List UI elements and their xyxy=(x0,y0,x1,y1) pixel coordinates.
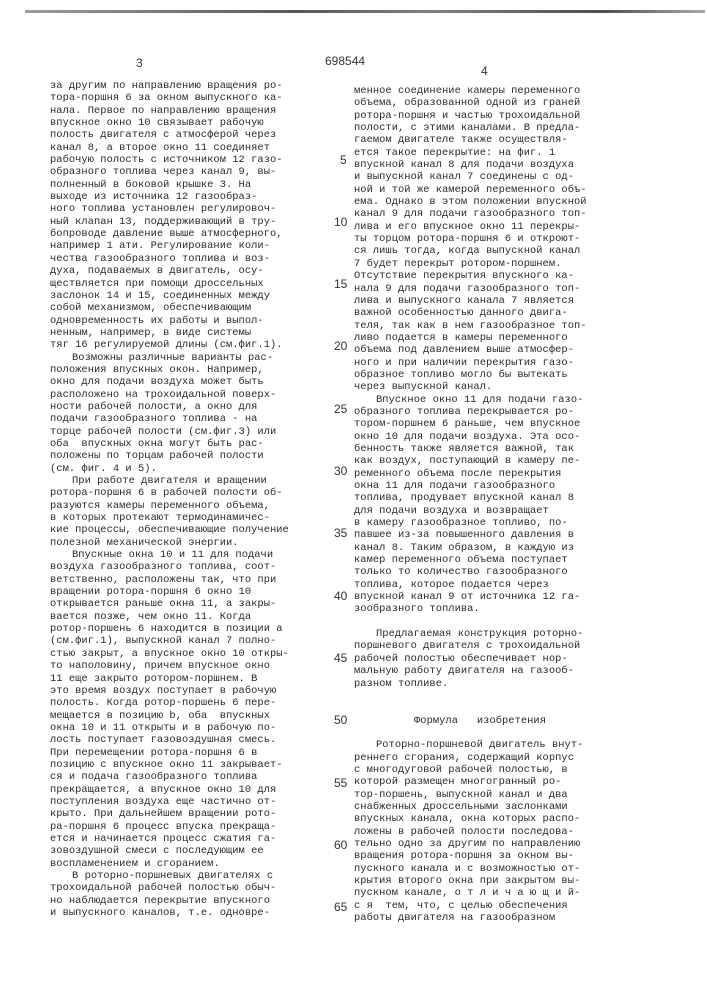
text-line: работы двигателя на газообразном xyxy=(354,912,556,925)
text-line: зовоздушной смеси с последующим ее xyxy=(50,845,264,858)
text-line: поршневого двигателя с трохоидальной xyxy=(354,640,581,653)
text-line: канал 8. Таким образом, в каждую из xyxy=(354,541,574,554)
text-line: ты торцом ротора-поршня 6 и откроют- xyxy=(354,233,581,246)
text-line: и выпускной канал 7 соединены с од- xyxy=(354,171,574,184)
text-line: (см. фиг. 4 и 5). xyxy=(50,462,157,475)
text-line: объема, образованной одной из граней xyxy=(354,97,581,110)
text-line: впускных канала, окна которых распо- xyxy=(354,813,581,826)
text-line: ра-поршня 6 процесс впуска прекраща- xyxy=(50,820,277,833)
text-line: ной и той же камерой переменного объ- xyxy=(354,183,587,196)
text-line: духа, подаваемых в двигатель, осу- xyxy=(50,265,264,278)
text-line: чества газообразного топлива и воз- xyxy=(50,252,270,265)
text-line: заслонок 14 и 15, соединенных между xyxy=(50,289,270,302)
text-line: позицию с впускное окно 11 закрывает- xyxy=(50,758,283,771)
text-line: павшее из-за повышенного давления в xyxy=(354,529,574,542)
text-line: снабженных дроссельными заслонками xyxy=(354,800,568,813)
text-line: ного и при наличии перекрытия газо- xyxy=(354,356,574,369)
text-line: пускного канала и с возможностью от- xyxy=(354,862,581,875)
text-line: важной особенностью данного двига- xyxy=(354,307,568,320)
text-line: нала. Первое по направлению вращения xyxy=(50,104,277,117)
text-line: воздуха газообразного топлива, соот- xyxy=(50,561,277,574)
text-line: нала 9 для подачи газообразного топ- xyxy=(354,282,581,295)
text-line: ротора-поршня 6 в рабочей полости об- xyxy=(50,487,283,500)
text-line: Предлагаемая конструкция роторно- xyxy=(376,628,584,641)
text-line: ществляется при помощи дроссельных xyxy=(50,277,264,290)
text-line: ложены в рабочей полости последова- xyxy=(354,825,574,838)
text-line: ности рабочей полости, а окно для xyxy=(50,400,258,413)
text-line: ся лишь тогда, когда выпускной канал xyxy=(354,245,581,258)
margin-line-number: 50 xyxy=(334,713,348,727)
text-line: только то количество газообразного xyxy=(354,566,568,579)
margin-line-number: 60 xyxy=(334,838,348,852)
text-line: оба впускных окна могут быть рас- xyxy=(50,437,264,450)
text-line: Отсутствие перекрытия впускного ка- xyxy=(354,270,574,283)
text-line: ется и начинается процесс сжатия га- xyxy=(50,832,277,845)
margin-line-number: 15 xyxy=(334,277,348,291)
text-line: ется такое перекрытие: на фиг. 1 xyxy=(354,146,556,159)
text-line: крыто. При дальнейшем вращении рото- xyxy=(50,808,277,821)
text-line: ного топлива установлен регулировоч- xyxy=(50,203,277,216)
text-line: трохоидальной рабочей полостью обыч- xyxy=(50,882,277,895)
text-line: мальную работу двигателя на газооб- xyxy=(354,665,574,678)
margin-line-number: 65 xyxy=(334,900,348,914)
text-line: окно 10 для подачи воздуха. Эта осо- xyxy=(354,430,581,443)
text-line: которой размещен многогранный ро- xyxy=(354,776,562,789)
text-line: вращении ротора-поршня 6 окно 10 xyxy=(50,586,252,599)
text-line: 7 будет перекрыт ротором-поршнем. xyxy=(354,257,562,270)
text-line: пускном канале, о т л и ч а ю щ и й- xyxy=(354,887,581,900)
text-line: впускное окно 10 связывает рабочую xyxy=(50,117,264,130)
text-line: это время воздух поступает в рабочую xyxy=(50,684,277,697)
text-line: за другим по направлению вращения ро- xyxy=(50,80,283,92)
text-line: стью закрыт, а впускное окно 10 откры- xyxy=(50,647,289,660)
text-line: положены по торцам рабочей полости xyxy=(50,450,264,463)
text-line: полость двигателя с атмосферой через xyxy=(50,129,277,142)
text-line: одновременность их работы и выпол- xyxy=(50,314,264,327)
text-line: крытия второго окна при закрытом вы- xyxy=(354,875,581,887)
text-line: менное соединение камеры переменного xyxy=(354,85,581,97)
text-line: бопроводе давление выше атмосферного, xyxy=(50,228,283,241)
text-line: тором-поршнем 6 раньше, чем впускное xyxy=(354,418,581,431)
text-line: лость поступает газовоздушная смесь. xyxy=(50,734,277,747)
margin-line-number: 55 xyxy=(334,776,348,790)
text-line: ротора-поршня и частью трохоидальной xyxy=(354,109,581,122)
text-line: поступления воздуха еще частично от- xyxy=(50,795,277,808)
margin-line-number: 30 xyxy=(334,464,348,478)
text-line: ливо подается в камеры переменного xyxy=(354,331,568,344)
margin-line-number: 10 xyxy=(334,215,348,229)
text-line: образное топливо могло бы вытекать xyxy=(354,368,568,381)
text-line: топлива, продувает впускной канал 8 xyxy=(354,492,574,505)
text-line: канал 9 для подачи газообразного топ- xyxy=(354,208,587,221)
text-line: тельно одно за другим по направлению xyxy=(354,837,581,850)
text-line: ема. Однако в этом положении впускной xyxy=(354,196,587,209)
text-line: объема под давлением выше атмосфер- xyxy=(354,344,574,357)
text-line: ный клапан 13, поддерживающий в тру- xyxy=(50,215,277,228)
text-line: гаемом двигателе также осуществля- xyxy=(354,134,568,147)
text-line: Роторно-поршневой двигатель внут- xyxy=(376,739,584,752)
text-line: Возможны различные варианты рас- xyxy=(72,351,274,364)
text-line: При работе двигателя и вращении xyxy=(72,475,267,487)
text-line: 11 еще закрыто ротором-поршнем. В xyxy=(50,672,258,685)
text-line: тора-поршня 6 за окном выпускного ка- xyxy=(50,92,283,105)
text-line: окна 11 для подачи газообразного xyxy=(354,480,556,492)
text-line: ненным, например, в виде системы xyxy=(50,326,252,339)
text-line: тор-поршень, выпускной канал и два xyxy=(354,788,568,801)
paragraph-gap xyxy=(354,616,587,628)
text-line: собой механизмом, обеспечивающим xyxy=(50,302,252,315)
text-line: полости, с этими каналами. В предла- xyxy=(354,122,581,135)
text-line: При перемещении ротора-поршня 6 в xyxy=(50,746,258,759)
text-line: образного топлива перекрывается ро- xyxy=(354,405,574,418)
text-line: ся и подача газообразного топлива xyxy=(50,771,258,784)
text-line: разуются камеры переменного объема, xyxy=(50,499,270,512)
text-line: вращения ротора-поршня за окном вы- xyxy=(354,850,574,863)
right-text-column xyxy=(354,85,587,924)
text-line: открывается раньше окна 11, а закры- xyxy=(50,598,277,611)
text-line: разном топливе. xyxy=(354,677,449,690)
text-line: выходе из источника 12 газообраз- xyxy=(50,191,258,204)
text-line: ветственно, расположены так, что при xyxy=(50,573,277,586)
text-line: для подачи воздуха и возвращает xyxy=(354,504,549,517)
text-line: В роторно-поршневых двигателях с xyxy=(72,870,274,882)
text-line: расположено на трохоидальной поверх- xyxy=(50,388,277,401)
scan-top-border xyxy=(25,10,705,13)
text-line: то наполовину, причем впускное окно xyxy=(50,660,270,673)
text-line: подачи газообразного топлива - на xyxy=(50,413,258,426)
text-line: полезной механической энергии. xyxy=(50,536,239,549)
paragraph-gap xyxy=(354,727,587,739)
margin-line-number: 5 xyxy=(340,153,347,167)
text-line: например 1 ати. Регулирование коли- xyxy=(50,240,270,253)
text-line: как воздух, поступающий в камеру пе- xyxy=(354,455,581,468)
text-line: реннего сгорания, содержащий корпус xyxy=(354,751,574,764)
text-line: рабочую полость с источником 12 газо- xyxy=(50,154,283,167)
text-line: вается позже, чем окно 11. Когда xyxy=(50,610,252,623)
text-line: впускной канал 8 для подачи воздуха xyxy=(354,159,574,172)
text-line: тяг 16 регулируемой длины (см.фиг.1). xyxy=(50,339,283,352)
text-line: Впускные окна 10 и 11 для подачи xyxy=(72,549,274,562)
text-line: лива и его впускное окно 11 перекры- xyxy=(354,220,581,233)
margin-line-number: 35 xyxy=(334,526,348,540)
text-line: бенность также является важной, так xyxy=(354,442,574,455)
margin-line-number: 25 xyxy=(334,402,348,416)
text-line: прекращается, а впускное окно 10 для xyxy=(50,783,277,796)
text-line: в камеру газообразное топливо, по- xyxy=(354,517,568,530)
text-line: положения впускных окон. Например, xyxy=(50,363,264,376)
text-line: Впускное окно 11 для подачи газо- xyxy=(376,393,584,406)
right-page-number: 4 xyxy=(481,64,488,78)
patent-number: 698544 xyxy=(325,54,366,68)
text-line: но наблюдается перекрытие впускного xyxy=(50,894,270,907)
text-line: полость. Когда ротор-поршень 6 пере- xyxy=(50,697,277,710)
margin-line-number: 45 xyxy=(334,651,348,665)
text-line: рабочей полостью обеспечивает нор- xyxy=(354,652,568,665)
text-line: (см.фиг.1), выпускной канал 7 полно- xyxy=(50,635,277,648)
claims-heading: Формула изобретения xyxy=(414,714,546,727)
text-line: теля, так как в нем газообразное топ- xyxy=(354,319,587,332)
text-line: окна 10 и 11 открыты и в рабочую по- xyxy=(50,721,277,734)
text-line: мещается в позицию b, оба впускных xyxy=(50,709,270,722)
text-line: впускной канал 9 от источника 12 га- xyxy=(354,591,581,604)
text-line: канал 8, а второе окно 11 соединяет xyxy=(50,141,270,154)
left-page-number: 3 xyxy=(136,56,143,70)
text-line: зообразного топлива. xyxy=(354,603,480,616)
text-line: камер переменного объема поступает xyxy=(354,554,568,567)
text-line: воспламенением и сгоранием. xyxy=(50,857,220,870)
text-line: в которых протекают термодинамичес- xyxy=(50,512,270,525)
text-line: лива и выпускного канала 7 является xyxy=(354,294,574,307)
text-line: и выпускного каналов, т.е. одновре- xyxy=(50,907,270,920)
text-line: ременного объема после перекрытия xyxy=(354,467,562,480)
text-line: с я тем, что, с целью обеспечения xyxy=(354,899,568,912)
text-line: топлива, которое подается через xyxy=(354,578,549,591)
margin-line-number: 40 xyxy=(334,589,348,603)
text-line: ротор-поршень 6 находится в позиции а xyxy=(50,623,283,636)
text-line: торце рабочей полости (см.фиг.3) или xyxy=(50,425,277,438)
left-text-column xyxy=(50,80,289,919)
margin-line-number: 20 xyxy=(334,339,348,353)
text-line: полненный в боковой крышке 3. На xyxy=(50,178,252,191)
text-line: с многодуговой рабочей полостью, в xyxy=(354,763,568,776)
text-line: через выпускной канал. xyxy=(354,381,493,394)
text-line: окно для подачи воздуха может быть xyxy=(50,376,264,389)
text-line: образного топлива через канал 9, вы- xyxy=(50,166,277,179)
text-line: кие процессы, обеспечивающие получение xyxy=(50,524,289,537)
paragraph-gap xyxy=(354,690,587,715)
